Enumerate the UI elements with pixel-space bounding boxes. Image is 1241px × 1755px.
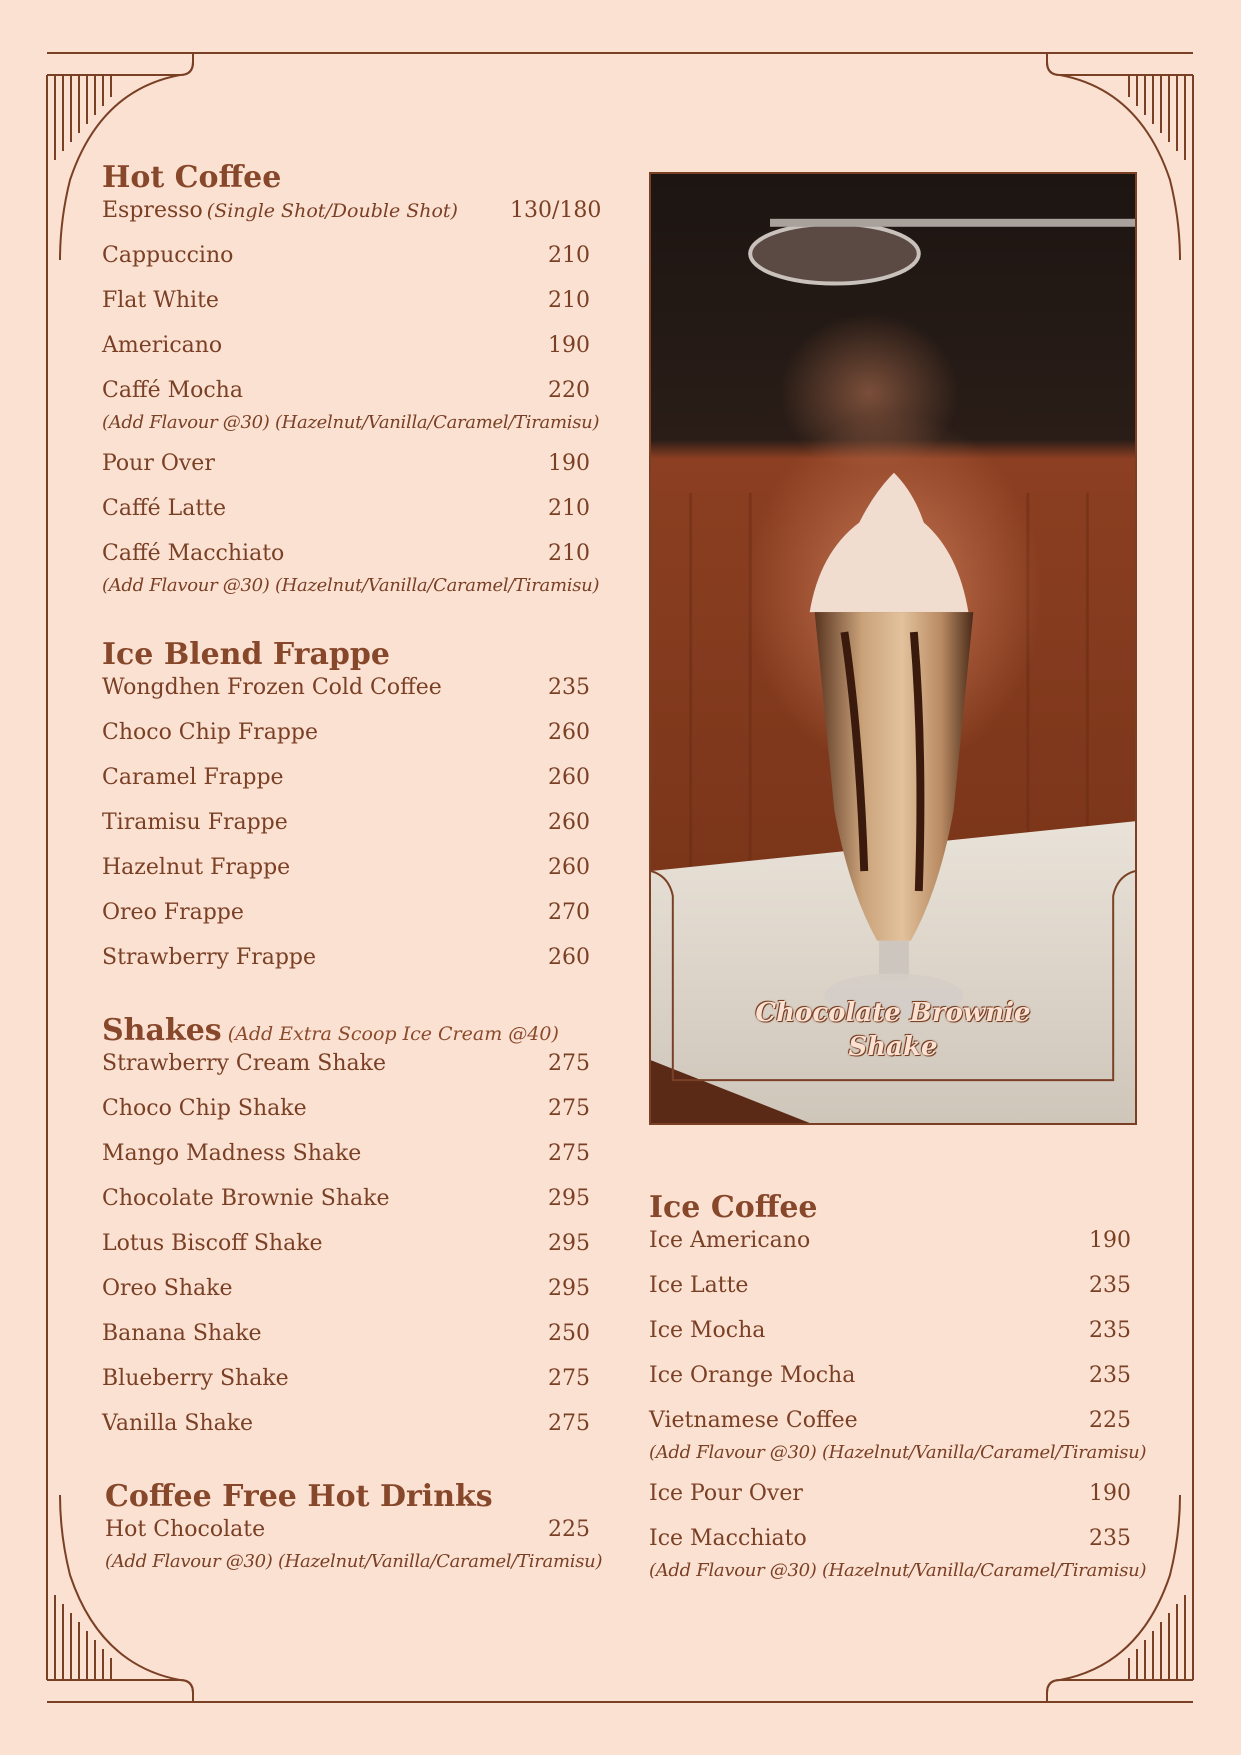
- menu-item: [102, 1049, 602, 1079]
- photo-caption: Chocolate Brownie Shake: [755, 998, 1031, 1062]
- item-name-text: Oreo Shake: [102, 1276, 233, 1301]
- menu-item: [102, 449, 602, 479]
- item-name: [102, 943, 316, 973]
- menu-item: [102, 286, 602, 316]
- item-name: [102, 494, 226, 524]
- item-name: [102, 1364, 289, 1394]
- section-note: (Add Extra Scoop Ice Cream @40): [227, 1023, 559, 1045]
- item-name: [102, 331, 222, 361]
- item-price: 190: [1089, 1481, 1131, 1506]
- section-ice-blend-frappe: [102, 637, 602, 973]
- item-name-text: Choco Chip Frappe: [102, 720, 319, 745]
- item-name: [102, 1139, 361, 1169]
- item-price: 260: [548, 765, 590, 790]
- item-price: 210: [548, 541, 590, 566]
- item-name: [649, 1316, 765, 1346]
- section-title: Hot Coffee: [102, 160, 282, 195]
- item-note: (Single Shot/Double Shot): [206, 200, 458, 222]
- item-name: [102, 898, 244, 928]
- item-name: [102, 1094, 307, 1124]
- item-price: 275: [548, 1411, 590, 1436]
- section-title-text: Shakes: [102, 1013, 222, 1048]
- item-price: 210: [548, 243, 590, 268]
- item-name-text: Choco Chip Shake: [102, 1096, 307, 1121]
- item-name-text: Strawberry Cream Shake: [102, 1051, 386, 1076]
- menu-item: [102, 1184, 602, 1214]
- item-name: [102, 673, 442, 703]
- section-title: [102, 1013, 602, 1049]
- menu-item: [102, 1364, 602, 1394]
- item-name-text: Chocolate Brownie Shake: [102, 1186, 390, 1211]
- item-price: 235: [1089, 1526, 1131, 1551]
- menu-item: [102, 1319, 602, 1349]
- item-price: 210: [548, 288, 590, 313]
- item-price: 295: [548, 1231, 590, 1256]
- item-price: 295: [548, 1276, 590, 1301]
- item-price: 235: [1089, 1318, 1131, 1343]
- menu-item: [102, 1409, 602, 1439]
- item-price: 235: [1089, 1363, 1131, 1388]
- section-title: Coffee Free Hot Drinks: [105, 1479, 493, 1514]
- menu-item: [649, 1361, 1143, 1391]
- item-price: 190: [548, 333, 590, 358]
- item-price: 130/180: [510, 198, 602, 223]
- item-name: [649, 1524, 807, 1554]
- item-name-text: Ice Macchiato: [649, 1526, 807, 1551]
- item-name-text: Ice Pour Over: [649, 1481, 803, 1506]
- item-price: 220: [548, 378, 590, 403]
- item-name-text: Caffé Latte: [102, 496, 227, 521]
- item-name: [102, 1274, 233, 1304]
- item-price: 250: [548, 1321, 590, 1346]
- section-coffee-free-hot-drinks: [102, 1479, 602, 1573]
- flavour-note: (Add Flavour @30) (Hazelnut/Vanilla/Caramel/Tiramisu): [105, 1551, 603, 1572]
- menu-item: [102, 673, 602, 703]
- item-price: 235: [1089, 1273, 1131, 1298]
- item-name: [102, 718, 318, 748]
- item-name: [649, 1361, 855, 1391]
- menu-item: [102, 1274, 602, 1304]
- menu-item: [102, 943, 602, 973]
- item-name-text: Oreo Frappe: [102, 900, 244, 925]
- item-price: 190: [1089, 1228, 1131, 1253]
- item-price: 210: [548, 496, 590, 521]
- item-name: [102, 808, 288, 838]
- item-name: [102, 196, 458, 226]
- item-name-text: Caramel Frappe: [102, 765, 284, 790]
- menu-item: [102, 763, 602, 793]
- item-price: 295: [548, 1186, 590, 1211]
- menu-item: [102, 1229, 602, 1259]
- item-name-text: Mango Madness Shake: [102, 1141, 362, 1166]
- section-title: Ice Blend Frappe: [102, 637, 390, 672]
- menu-item: [649, 1479, 1143, 1509]
- item-price: 225: [1089, 1408, 1131, 1433]
- item-name: [105, 1515, 265, 1545]
- item-name-text: Caffé Mocha: [102, 378, 243, 403]
- section-title: Ice Coffee: [649, 1190, 818, 1225]
- item-name: [649, 1226, 810, 1256]
- item-price: 275: [548, 1051, 590, 1076]
- item-name-text: Lotus Biscoff Shake: [102, 1231, 323, 1256]
- menu-item: [102, 241, 602, 271]
- item-price: 260: [548, 810, 590, 835]
- item-name: [102, 241, 233, 271]
- item-name: [102, 1409, 253, 1439]
- item-name-text: Americano: [102, 333, 223, 358]
- menu-item: [649, 1226, 1143, 1256]
- menu-item: [102, 196, 602, 226]
- item-name: [649, 1479, 803, 1509]
- item-name: [102, 763, 284, 793]
- item-name-text: Wongdhen Frozen Cold Coffee: [102, 675, 442, 700]
- menu-item: [102, 1094, 602, 1124]
- menu-item: [102, 898, 602, 928]
- item-price: 270: [548, 900, 590, 925]
- item-name: [649, 1271, 748, 1301]
- item-name: [102, 853, 290, 883]
- item-name-text: Ice Mocha: [649, 1318, 766, 1343]
- menu-item: [102, 808, 602, 838]
- menu-item: [649, 1271, 1143, 1301]
- item-name-text: Banana Shake: [102, 1321, 262, 1346]
- item-name-text: Ice Orange Mocha: [649, 1363, 856, 1388]
- item-name: [102, 1319, 262, 1349]
- item-price: 275: [548, 1366, 590, 1391]
- item-name-text: Ice Latte: [649, 1273, 749, 1298]
- item-price: 275: [548, 1096, 590, 1121]
- menu-item: [102, 718, 602, 748]
- item-name: [649, 1406, 858, 1436]
- section-shakes: [102, 1013, 602, 1439]
- item-price: 260: [548, 855, 590, 880]
- item-name-text: Espresso: [102, 198, 203, 223]
- flavour-note: (Add Flavour @30) (Hazelnut/Vanilla/Caramel/Tiramisu): [102, 412, 600, 433]
- item-name: [102, 286, 219, 316]
- item-price: 260: [548, 945, 590, 970]
- menu-item: [105, 1515, 602, 1545]
- item-name: [102, 539, 284, 569]
- flavour-note: (Add Flavour @30) (Hazelnut/Vanilla/Caramel/Tiramisu): [649, 1442, 1147, 1463]
- menu-item: [102, 376, 602, 406]
- item-name: [102, 1184, 390, 1214]
- item-name-text: Hot Chocolate: [105, 1517, 266, 1542]
- item-name-text: Ice Americano: [649, 1228, 811, 1253]
- item-price: 190: [548, 451, 590, 476]
- item-price: 275: [548, 1141, 590, 1166]
- chocolate-shake-image: [651, 174, 1135, 1123]
- item-name-text: Blueberry Shake: [102, 1366, 289, 1391]
- item-name-text: Strawberry Frappe: [102, 945, 317, 970]
- menu-item: [649, 1406, 1143, 1436]
- item-name-text: Vanilla Shake: [102, 1411, 254, 1436]
- item-name-text: Flat White: [102, 288, 219, 313]
- menu-item: [102, 539, 602, 569]
- item-name-text: Caffé Macchiato: [102, 541, 285, 566]
- section-ice-coffee: [649, 1190, 1147, 1582]
- item-name-text: Tiramisu Frappe: [102, 810, 288, 835]
- left-column: [102, 160, 602, 1613]
- shake-photo: [649, 172, 1137, 1125]
- menu-item: [102, 494, 602, 524]
- item-name-text: Vietnamese Coffee: [649, 1408, 858, 1433]
- item-name-text: Pour Over: [102, 451, 215, 476]
- menu-item: [102, 853, 602, 883]
- menu-item: [649, 1524, 1143, 1554]
- item-price: 260: [548, 720, 590, 745]
- flavour-note: (Add Flavour @30) (Hazelnut/Vanilla/Caramel/Tiramisu): [649, 1560, 1147, 1581]
- section-hot-coffee: [102, 160, 602, 597]
- menu-item: [102, 331, 602, 361]
- menu-item: [102, 1139, 602, 1169]
- item-name: [102, 1049, 386, 1079]
- flavour-note: (Add Flavour @30) (Hazelnut/Vanilla/Caramel/Tiramisu): [102, 575, 600, 596]
- item-name-text: Cappuccino: [102, 243, 234, 268]
- right-column: [649, 1190, 1147, 1622]
- item-price: 235: [548, 675, 590, 700]
- item-name: [102, 1229, 323, 1259]
- item-name: [102, 376, 243, 406]
- item-price: 225: [548, 1517, 590, 1542]
- menu-item: [649, 1316, 1143, 1346]
- item-name-text: Hazelnut Frappe: [102, 855, 291, 880]
- item-name: [102, 449, 215, 479]
